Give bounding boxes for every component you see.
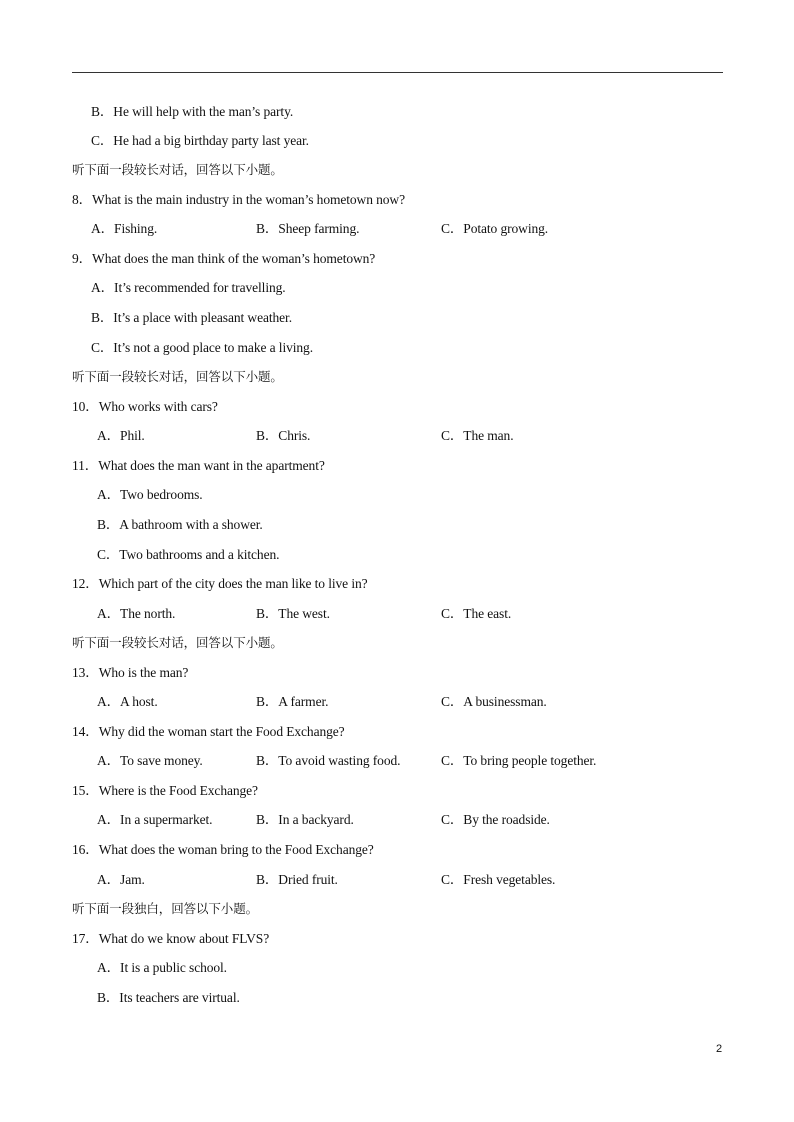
section-instruction: 听下面一段较长对话，回答以下小题。: [72, 635, 283, 650]
q12-option-b: B．The west.: [256, 606, 330, 621]
question-13: 13．Who is the man?: [72, 665, 189, 680]
q16-option-c: C．Fresh vegetables.: [441, 872, 556, 887]
q14-option-c: C．To bring people together.: [441, 753, 597, 768]
header-rule: [72, 72, 723, 73]
q10-option-b: B．Chris.: [256, 428, 311, 443]
section-instruction: 听下面一段独白，回答以下小题。: [72, 901, 259, 916]
question-12: 12．Which part of the city does the man like to live in?: [72, 576, 368, 591]
section-instruction: 听下面一段较长对话，回答以下小题。: [72, 369, 283, 384]
q16-option-b: B．Dried fruit.: [256, 872, 338, 887]
question-11: 11．What does the man want in the apartment?: [72, 458, 325, 473]
q12-option-a: A．The north.: [97, 606, 176, 621]
q14-option-a: A．To save money.: [97, 753, 203, 768]
q13-option-a: A．A host.: [97, 694, 158, 709]
q15-option-b: B．In a backyard.: [256, 812, 354, 827]
q15-option-c: C．By the roadside.: [441, 812, 550, 827]
question-10: 10．Who works with cars?: [72, 399, 218, 414]
question-15: 15．Where is the Food Exchange?: [72, 783, 258, 798]
q8-option-b: B．Sheep farming.: [256, 221, 360, 236]
question-8: 8．What is the main industry in the woman’s hometown now?: [72, 192, 405, 207]
q13-option-b: B．A farmer.: [256, 694, 329, 709]
q10-option-a: A．Phil.: [97, 428, 145, 443]
q17-option-b: B．Its teachers are virtual.: [97, 990, 240, 1005]
q8-option-c: C．Potato growing.: [441, 221, 549, 236]
q8-option-a: A．Fishing.: [91, 221, 158, 236]
question-14: 14．Why did the woman start the Food Exchange?: [72, 724, 345, 739]
q17-option-a: A．It is a public school.: [97, 960, 227, 975]
q7-option-b: B．He will help with the man’s party.: [91, 104, 294, 119]
q11-option-b: B．A bathroom with a shower.: [97, 517, 263, 532]
q7-option-c: C．He had a big birthday party last year.: [91, 133, 309, 148]
q9-option-a: A．It’s recommended for travelling.: [91, 280, 286, 295]
question-16: 16．What does the woman bring to the Food Exchange?: [72, 842, 374, 857]
question-17: 17．What do we know about FLVS?: [72, 931, 270, 946]
q9-option-b: B．It’s a place with pleasant weather.: [91, 310, 292, 325]
q15-option-a: A．In a supermarket.: [97, 812, 213, 827]
q14-option-b: B．To avoid wasting food.: [256, 753, 401, 768]
q11-option-c: C．Two bathrooms and a kitchen.: [97, 547, 280, 562]
q12-option-c: C．The east.: [441, 606, 512, 621]
question-9: 9．What does the man think of the woman’s hometown?: [72, 251, 376, 266]
section-instruction: 听下面一段较长对话，回答以下小题。: [72, 162, 283, 177]
q11-option-a: A．Two bedrooms.: [97, 487, 203, 502]
q10-option-c: C．The man.: [441, 428, 514, 443]
q9-option-c: C．It’s not a good place to make a living.: [91, 340, 313, 355]
page-number: 2: [716, 1043, 723, 1055]
q16-option-a: A．Jam.: [97, 872, 145, 887]
q13-option-c: C．A businessman.: [441, 694, 547, 709]
